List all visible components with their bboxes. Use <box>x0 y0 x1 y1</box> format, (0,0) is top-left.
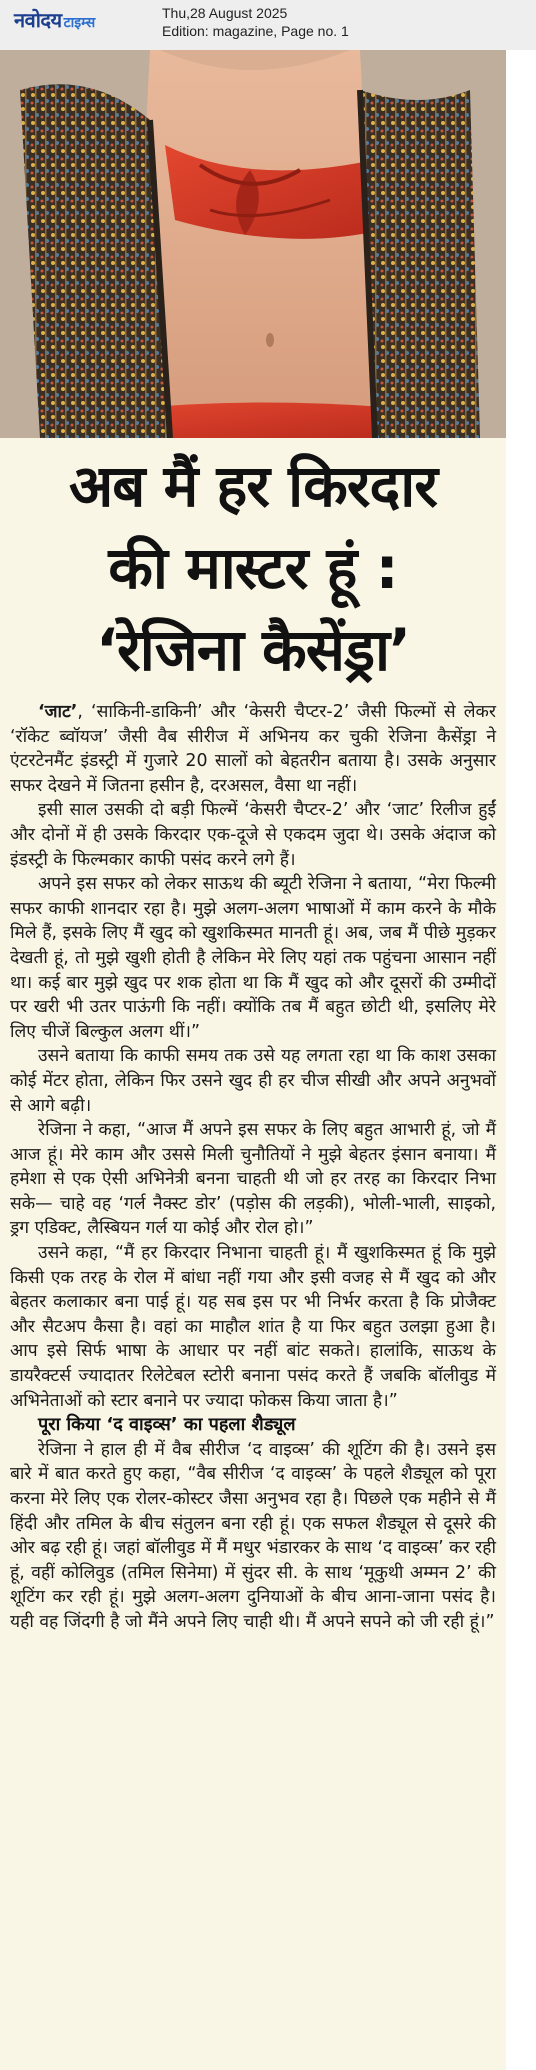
paragraph: उसने बताया कि काफी समय तक उसे यह लगता रहा था कि काश उसका कोई मेंटर होता, लेकिन फिर उसने खुद ही हर चीज सीखी और अपने अनुभवों से आगे बढ़ी। <box>10 1046 496 1116</box>
page-margin <box>506 50 536 2070</box>
paragraph: अपने इस सफर को लेकर साऊथ की ब्यूटी रेजिना ने बताया, “मेरा फिल्मी सफर काफी शानदार रहा है। मुझे अलग-अलग भाषाओं में काम करने के मौके मिले हैं, इसके लिए मैं खुद को खुशकिस्मत मानती हूं। अब, जब मैं पीछे मुड़कर देखती हूं, तो मुझे खुशी होती है लेकिन मेरे लिए यहां तक पहुंचना आसान नहीं था। कई बार मुझे खुद पर शक होता था कि मैं खुद को और दूसरों की उम्मीदों पर खरी भी उतर पाऊंगी कि नहीं। क्योंकि तब मैं बहुत छोटी थी, इसलिए मेरे लिए चीजें बिल्कुल अलग थीं।” <box>10 874 496 1042</box>
edition-date: Thu,28 August 2025 <box>162 5 288 21</box>
paragraph <box>10 700 496 798</box>
headline-line: ‘रेजिना कैसेंड्रा’ <box>95 616 411 684</box>
article-page <box>0 50 506 2070</box>
paragraph: इसी साल उसकी दो बड़ी फिल्में ‘केसरी चैप्टर-2’ और ‘जाट’ रिलीज हुईं और दोनों में ही उसके किरदार एक-दूजे से एकदम जुदा थे। उसके अंदाज को इंडस्ट्री के फिल्मकार काफी पसंद करने लगे हैं। <box>10 800 496 870</box>
paragraph-text: , ‘साकिनी-डाकिनी’ और ‘केसरी चैप्टर-2’ जैसी फिल्मों से लेकर ‘रॉकेट ब्वॉयज’ जैसी वैब सीरीज में अभिनय कर चुकी रेजिना कैसेंड्रा ने एंटरटेनमैंट इंडस्ट्री में गुजारे 20 सालों को बेहतरीन बताया है। उसके अनुसार सफर देखने में जितना हसीन है, दरअसल, वैसा था नहीं। <box>10 702 496 796</box>
logo-sub-text: टाइम्स <box>63 15 96 31</box>
headline-line: अब मैं हर किरदार <box>68 452 438 520</box>
edition-info <box>162 4 349 40</box>
newspaper-logo[interactable] <box>14 6 95 33</box>
paragraph: रेजिना ने कहा, “आज मैं अपने इस सफर के लिए बहुत आभारी हूं, जो मैं आज हूं। मेरे काम और उससे मिली चुनौतियों ने मुझे बेहतर इंसान बनाया। मैं हमेशा से एक ऐसी अभिनेत्री बनना चाहती थी जो हर तरह का किरदार निभा सके— चाहे वह ‘गर्ल नैक्स्ट डोर’ (पड़ोस की लड़की), भोली-भाली, साइको, ड्रग एडिक्ट, लैस्बियन गर्ल या कोई और रोल हो।” <box>10 1120 496 1239</box>
edition-page: Edition: magazine, Page no. 1 <box>162 23 349 39</box>
section-subheading: पूरा किया ‘द वाइव्स’ का पहला शैड्यूल <box>38 1414 296 1436</box>
headline-line: की मास्टर हूं : <box>108 534 398 602</box>
top-bar <box>0 0 536 51</box>
logo-main-text: नवोदय <box>14 8 62 32</box>
article-body <box>10 700 496 1635</box>
paragraph-lead: ‘जाट’ <box>38 702 78 722</box>
portrait-illustration <box>0 50 506 438</box>
paragraph: रेजिना ने हाल ही में वैब सीरीज ‘द वाइव्स’ की शूटिंग की है। उसने इस बारे में बात करते हुए कहा, “वैब सीरीज ‘द वाइव्स’ के पहले शैड्यूल को पूरा करना मेरे लिए एक रोलर-कोस्टर जैसा अनुभव रहा है। पिछले एक महीने से मैं हिंदी और तमिल के बीच संतुलन बना रही हूं। एक सफल शैड्यूल से दूसरे की ओर बढ़ रही हूं। जहां बॉलीवुड में मैं मधुर भंडारकर के साथ ‘द वाइव्स’ कर रही हूं, वहीं कोलिवुड (तमिल सिनेमा) में सुंदर सी. के साथ ‘मूकुथी अम्मन 2’ की शूटिंग कर रही हूं। मुझे अलग-अलग दुनियाओं के बीच आना-जाना पसंद है। यही वह जिंदगी है जो मैंने अपने लिए चाही थी। मैं अपने सपने को जी रही हूं।” <box>10 1439 496 1632</box>
paragraph: उसने कहा, “मैं हर किरदार निभाना चाहती हूं। मैं खुशकिस्मत हूं कि मुझे किसी एक तरह के रोल में बांधा नहीं गया और इसी वजह से मैं खुद को और बेहतर कलाकार बना पाई हूं। यह सब इस पर भी निर्भर करता है कि प्रोजैक्ट और सैटअप कैसा है। वहां का माहौल शांत है या फिर बहुत उलझा हुआ है। आप इसे सिर्फ भाषा के आधार पर नहीं बांट सकते। हालांकि, साऊथ के डायरैक्टर्स ज्यादातर रिलेटेबल स्टोरी बनाना पसंद करते हैं जबकि बॉलीवुड में अभिनेताओं को स्टार बनाने पर ज्यादा फोकस किया जाता है।” <box>10 1243 496 1411</box>
article-photo <box>0 50 506 438</box>
article-headline <box>0 445 506 691</box>
